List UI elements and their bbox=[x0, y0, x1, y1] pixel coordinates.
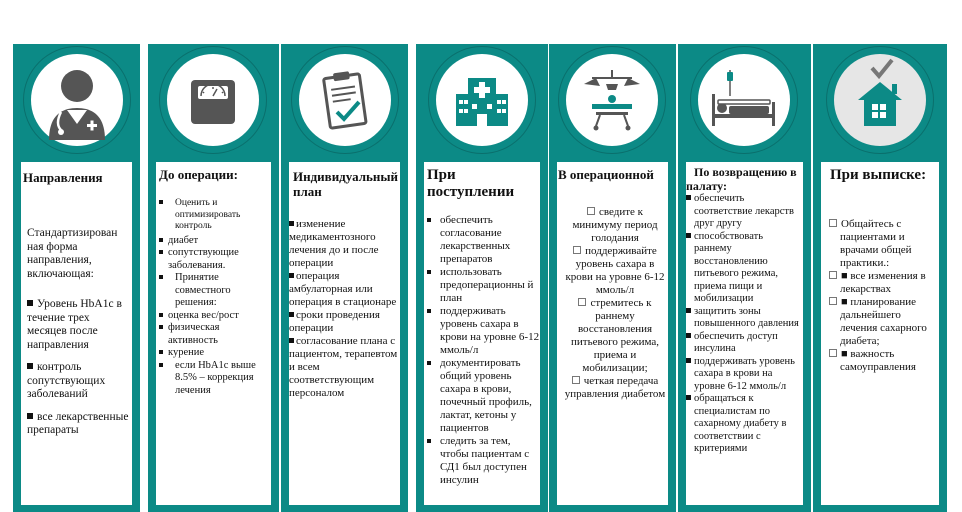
stage-column-discharge bbox=[813, 44, 947, 512]
stage-card bbox=[557, 162, 668, 505]
hospital-bed-icon bbox=[698, 54, 790, 146]
list-item: контроль сопутствующих заболеваний bbox=[27, 361, 106, 400]
list-item: курение bbox=[159, 347, 271, 360]
icon-circle bbox=[292, 47, 398, 153]
list-item: ■ все изменения в лекарствах bbox=[829, 270, 939, 296]
stage-card bbox=[821, 162, 939, 505]
list-item: обращаться к специалистам по сахарному диабету в соответствии с критериями bbox=[686, 393, 803, 456]
stage-title: Индивидуальный план bbox=[293, 169, 398, 199]
list-item: ■ важность самоуправления bbox=[829, 348, 939, 374]
stage-title: По возвращению в палату: bbox=[686, 165, 797, 193]
list-item: способствовать раннему восстановлению питьевого режима, приема пищи и мобилизации bbox=[686, 231, 803, 306]
list-item: поддерживайте уровень сахара в крови на уровне 6-12 ммоль/л bbox=[565, 245, 665, 296]
stage-column-operating bbox=[549, 44, 676, 512]
list-item: согласование плана с пациентом, терапевтом и всем соответствующим персоналом bbox=[289, 335, 398, 399]
list-item: диабет bbox=[159, 235, 271, 248]
stage-title: При выписке: bbox=[830, 167, 927, 183]
stage-column-preop bbox=[148, 44, 279, 512]
list-item: стремитесь к раннему восстановления питьевого режима, приема и мобилизации; bbox=[571, 297, 659, 374]
stage-card bbox=[686, 162, 803, 505]
list-item: оценка вес/рост bbox=[159, 310, 271, 323]
clipboard-icon bbox=[299, 54, 391, 146]
icon-circle bbox=[827, 47, 933, 153]
stage-column-ward bbox=[678, 44, 811, 512]
icon-circle bbox=[691, 47, 797, 153]
stage-card bbox=[289, 162, 400, 505]
scale-icon bbox=[167, 54, 259, 146]
icon-circle bbox=[559, 47, 665, 153]
hospital-icon bbox=[436, 54, 528, 146]
list-item: изменение медикаментозного лечения до и после операции bbox=[289, 218, 379, 269]
list-item: Уровень HbA1c в течение трех месяцев после направления bbox=[27, 298, 122, 351]
list-item: сопутствующие заболевания. bbox=[159, 247, 271, 272]
icon-circle bbox=[24, 47, 130, 153]
list-item: обеспечить доступ инсулина bbox=[686, 331, 803, 356]
stage-title: При поступлении bbox=[427, 167, 515, 200]
icon-circle bbox=[160, 47, 266, 153]
list-item: сроки проведения операции bbox=[289, 309, 380, 334]
list-item: если HbA1c выше 8.5% – коррекция лечения bbox=[159, 360, 271, 398]
icon-circle bbox=[429, 47, 535, 153]
stage-card bbox=[156, 162, 271, 505]
list-item: Принятие совместного решения: bbox=[159, 272, 271, 310]
stage-card bbox=[21, 162, 132, 505]
list-item: защитить зоны повышенного давления bbox=[686, 306, 803, 331]
list-item: обеспечить согласование лекарственных препаратов bbox=[427, 214, 540, 266]
list-item: четкая передача управления диабетом bbox=[564, 375, 666, 400]
list-item: обеспечить соответствие лекарств друг другу bbox=[686, 193, 803, 231]
list-item: физическая активность bbox=[159, 322, 271, 347]
operating-room-icon bbox=[566, 54, 658, 146]
list-item: операция амбулаторная или операция в стационаре bbox=[289, 270, 397, 308]
stage-card bbox=[424, 162, 540, 505]
stage-column-referral bbox=[13, 44, 140, 512]
doctor-icon bbox=[31, 54, 123, 146]
list-item: ■ планирование дальнейшего лечения сахарного диабета; bbox=[829, 296, 939, 348]
stage-title: До операции: bbox=[159, 167, 238, 182]
stage-title: Направления bbox=[23, 170, 103, 185]
list-item: Общайтесь с пациентами и врачами общей практики.: bbox=[829, 218, 939, 270]
list-item: сведите к минимуму период голодания bbox=[572, 206, 658, 244]
list-item: поддерживать уровень сахара в крови на уровне 6-12 ммоль/л bbox=[427, 305, 540, 357]
stage-column-plan bbox=[281, 44, 408, 512]
list-item: поддерживать уровень сахара в крови на уровне 6-12 ммоль/л bbox=[686, 356, 803, 394]
list-item: использовать предоперационны й план bbox=[427, 266, 540, 305]
stage-column-admission bbox=[416, 44, 548, 512]
list-item: Оценить и оптимизировать контроль bbox=[159, 198, 271, 233]
list-item: документировать общий уровень сахара в крови, почечный профиль, лактат, кетоны у пациентов bbox=[427, 357, 540, 435]
stage-intro: Стандартизирован ная форма направления, включающая: bbox=[27, 227, 118, 280]
list-item: следить за тем, чтобы пациентам с СД1 был доступен инсулин bbox=[427, 435, 540, 487]
stage-title: В операционной bbox=[558, 167, 654, 182]
home-checkmark-icon bbox=[834, 54, 926, 146]
list-item: все лекарственные препараты bbox=[27, 410, 129, 436]
